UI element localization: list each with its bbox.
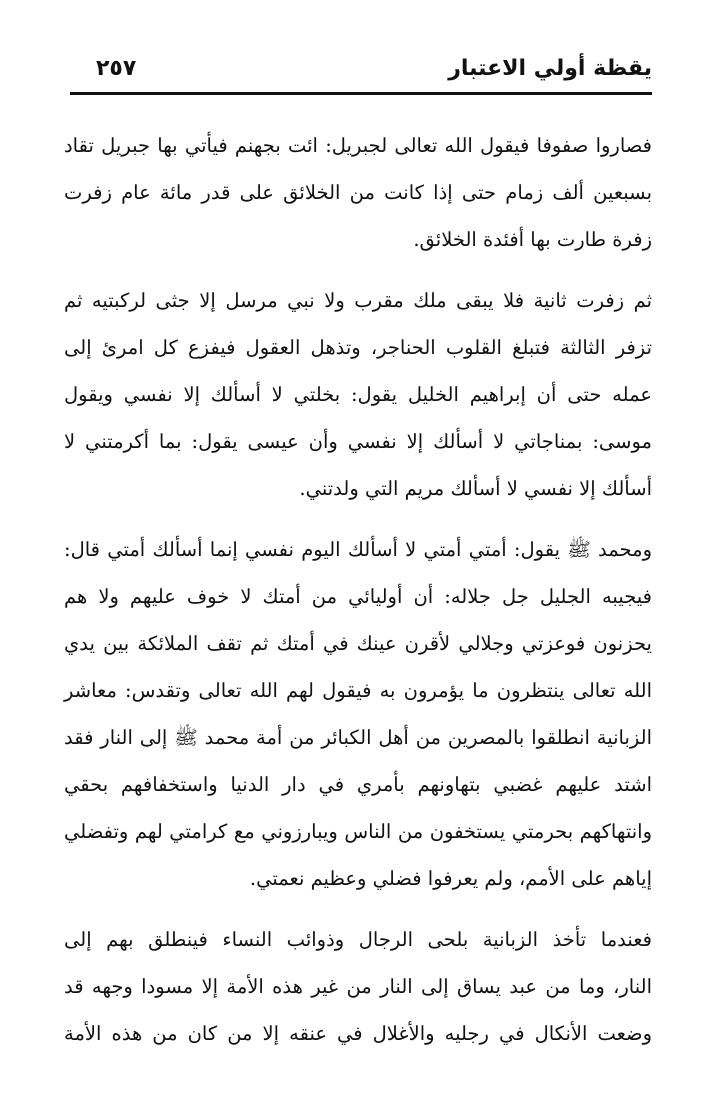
- text-line: عمله حتى أن إبراهيم الخليل يقول: بخلتي لا أسألك إلا نفسي ويقول: [64, 383, 652, 406]
- paragraph: [64, 526, 652, 902]
- text-line: الله تعالى ينتظرون ما يؤمرون به فيقول لهم الله تعالى وتقدس: معاشر: [64, 679, 652, 702]
- text-line: موسى: بمناجاتي لا أسألك إلا نفسي وأن عيسى يقول: بما أكرمتني لا: [64, 430, 652, 453]
- text-line: اشتد عليهم غضبي بتهاونهم بأمري في دار الدنيا واستخفافهم بحقي: [64, 773, 652, 796]
- text-line: أسألك إلا نفسي لا أسألك مريم التي ولدتني.: [299, 477, 652, 500]
- text-line: وانتهاكهم بحرمتي يستخفون من الناس ويبارزوني مع كرامتي لهم وتفضلي: [64, 820, 652, 843]
- text-line: بسبعين ألف زمام حتى إذا كانت من الخلائق على قدر مائة عام زفرت: [64, 181, 652, 204]
- text-line: تزفر الثالثة فتبلغ القلوب الحناجر، وتذهل العقول فيفزع كل امرئ إلى: [64, 336, 652, 359]
- text-line: زفرة طارت بها أفئدة الخلائق.: [413, 228, 652, 251]
- running-title: يقظة أولي الاعتبار: [448, 56, 652, 81]
- text-line: فعندما تأخذ الزبانية بلحى الرجال وذوائب النساء فينطلق بهم إلى: [64, 928, 652, 951]
- paragraph: [64, 916, 652, 1057]
- text-line: إياهم على الأمم، ولم يعرفوا فضلي وعظيم نعمتي.: [249, 867, 652, 890]
- page-number: ٢٥٧: [96, 56, 137, 81]
- page-header: [70, 52, 652, 95]
- text-line: ثم زفرت ثانية فلا يبقى ملك مقرب ولا نبي مرسل إلا جثى لركبتيه ثم: [64, 289, 652, 312]
- text-line: يحزنون فوعزتي وجلالي لأقرن عينك في أمتك ثم تقف الملائكة بين يدي: [64, 632, 652, 655]
- paragraph: [64, 122, 652, 263]
- body-text: [64, 122, 652, 1057]
- text-line: وضعت الأنكال في رجليه والأغلال في عنقه إلا من كان من هذه الأمة: [64, 1022, 652, 1045]
- text-line: فيجيبه الجليل جل جلاله: أن أوليائي من أمتك لا خوف عليهم ولا هم: [64, 585, 652, 608]
- text-line: فصاروا صفوفا فيقول الله تعالى لجبريل: ائت بجهنم فيأتي بها جبريل تقاد: [64, 134, 652, 157]
- text-line: النار، وما من عبد يساق إلى النار من غير هذه الأمة إلا مسودا وجهه قد: [64, 975, 652, 998]
- paragraph: [64, 277, 652, 512]
- text-line: الزبانية انطلقوا بالمصرين من أهل الكبائر من أمة محمد ﷺ إلى النار فقد: [64, 726, 652, 749]
- text-line: ومحمد ﷺ يقول: أمتي أمتي لا أسألك اليوم نفسي إنما أسألك أمتي قال:: [64, 538, 652, 561]
